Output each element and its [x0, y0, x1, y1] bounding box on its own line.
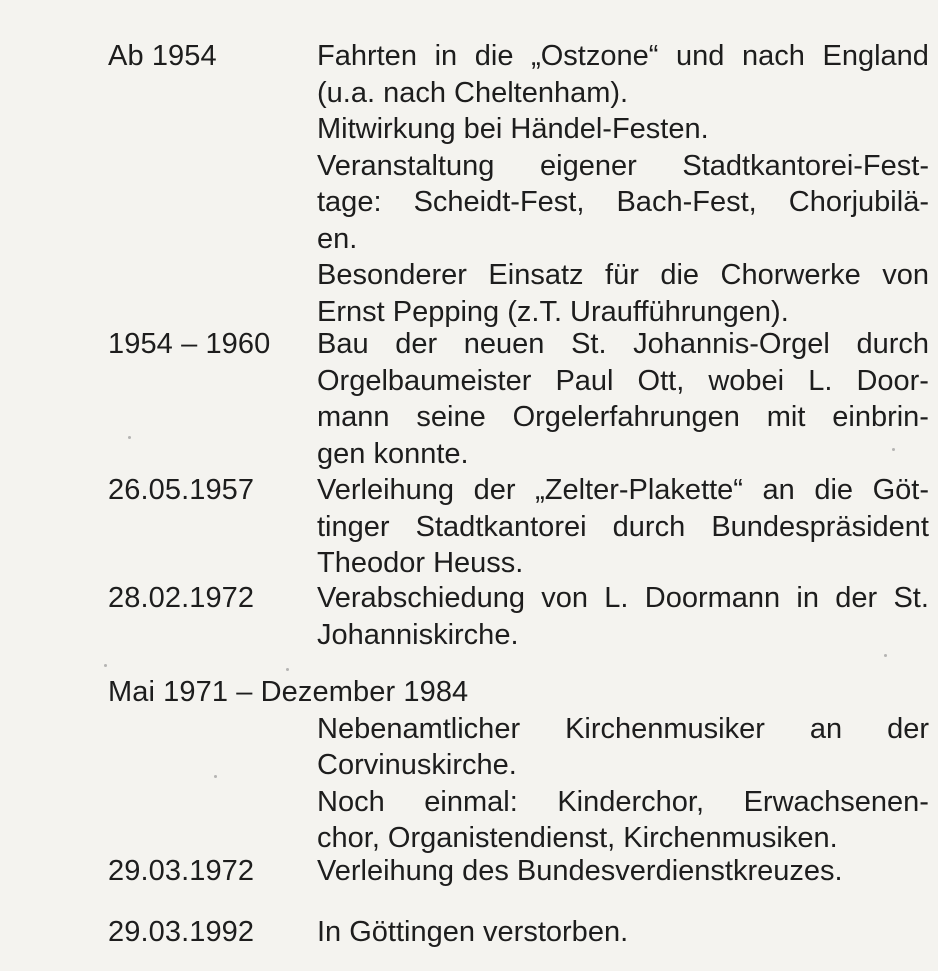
- description-line: Fahrten in die „Ostzone“ und nach England: [317, 40, 929, 72]
- description-line: Corvinuskirche.: [317, 749, 517, 781]
- description-line: Verleihung des Bundesverdienstkreuzes.: [317, 855, 843, 887]
- description-line: Verabschiedung von L. Doormann in der St.: [317, 582, 929, 614]
- description-line: Ernst Pepping (z.T. Uraufführungen).: [317, 295, 789, 328]
- description-line: Bau der neuen St. Johannis-Orgel durch: [317, 328, 929, 360]
- description-line: In Göttingen verstorben.: [317, 916, 629, 948]
- paper-speck: [104, 664, 107, 667]
- entry-description: [317, 472, 931, 582]
- description-line: [317, 674, 931, 711]
- entry-description: [317, 914, 931, 951]
- entry-date: 26.05.1957: [108, 474, 255, 506]
- description-line: Nebenamtlicher Kirchenmusiker an der: [317, 712, 929, 745]
- description-line: Besonderer Einsatz für die Chorwerke von: [317, 259, 929, 291]
- description-line: Johanniskirche.: [317, 618, 519, 651]
- entry-description: [317, 853, 931, 890]
- entry-description: [317, 38, 931, 330]
- paper-speck: [128, 436, 131, 439]
- paper-speck: [214, 775, 217, 778]
- description-line: Verleihung der „Zelter-Plakette“ an die Göt-: [317, 474, 929, 506]
- paper-speck: [286, 668, 289, 671]
- entry-description: [317, 326, 931, 472]
- entry-description: [317, 674, 931, 857]
- description-line: Noch einmal: Kinderchor, Erwachsenen-: [317, 785, 929, 818]
- description-line: Theodor Heuss.: [317, 547, 524, 579]
- description-line: (u.a. nach Cheltenham).: [317, 76, 629, 109]
- paper-speck: [892, 448, 895, 451]
- description-line: Orgelbaumeister Paul Ott, wobei L. Door-: [317, 364, 929, 397]
- description-line: chor, Organistendienst, Kirchenmusiken.: [317, 822, 838, 854]
- entry-description: [317, 580, 931, 653]
- entry-date: 29.03.1992: [108, 916, 255, 948]
- description-line: Veranstaltung eigener Stadtkantorei-Fest-: [317, 149, 929, 182]
- description-line: mann seine Orgelerfahrungen mit einbrin-: [317, 401, 929, 433]
- paper-speck: [884, 654, 887, 657]
- description-line: tage: Scheidt-Fest, Bach-Fest, Chorjubilä-: [317, 186, 929, 218]
- entry-date: 29.03.1972: [108, 855, 255, 887]
- description-line: gen konnte.: [317, 437, 469, 470]
- entry-date: 28.02.1972: [108, 582, 255, 614]
- description-line: tinger Stadtkantorei durch Bundespräsident: [317, 510, 929, 543]
- entry-date: Mai 1971 – Dezember 1984: [108, 676, 469, 708]
- entry-date: Ab 1954: [108, 40, 217, 72]
- description-line: Mitwirkung bei Händel-Festen.: [317, 113, 709, 145]
- description-line: en.: [317, 222, 358, 255]
- entry-date: 1954 – 1960: [108, 328, 271, 360]
